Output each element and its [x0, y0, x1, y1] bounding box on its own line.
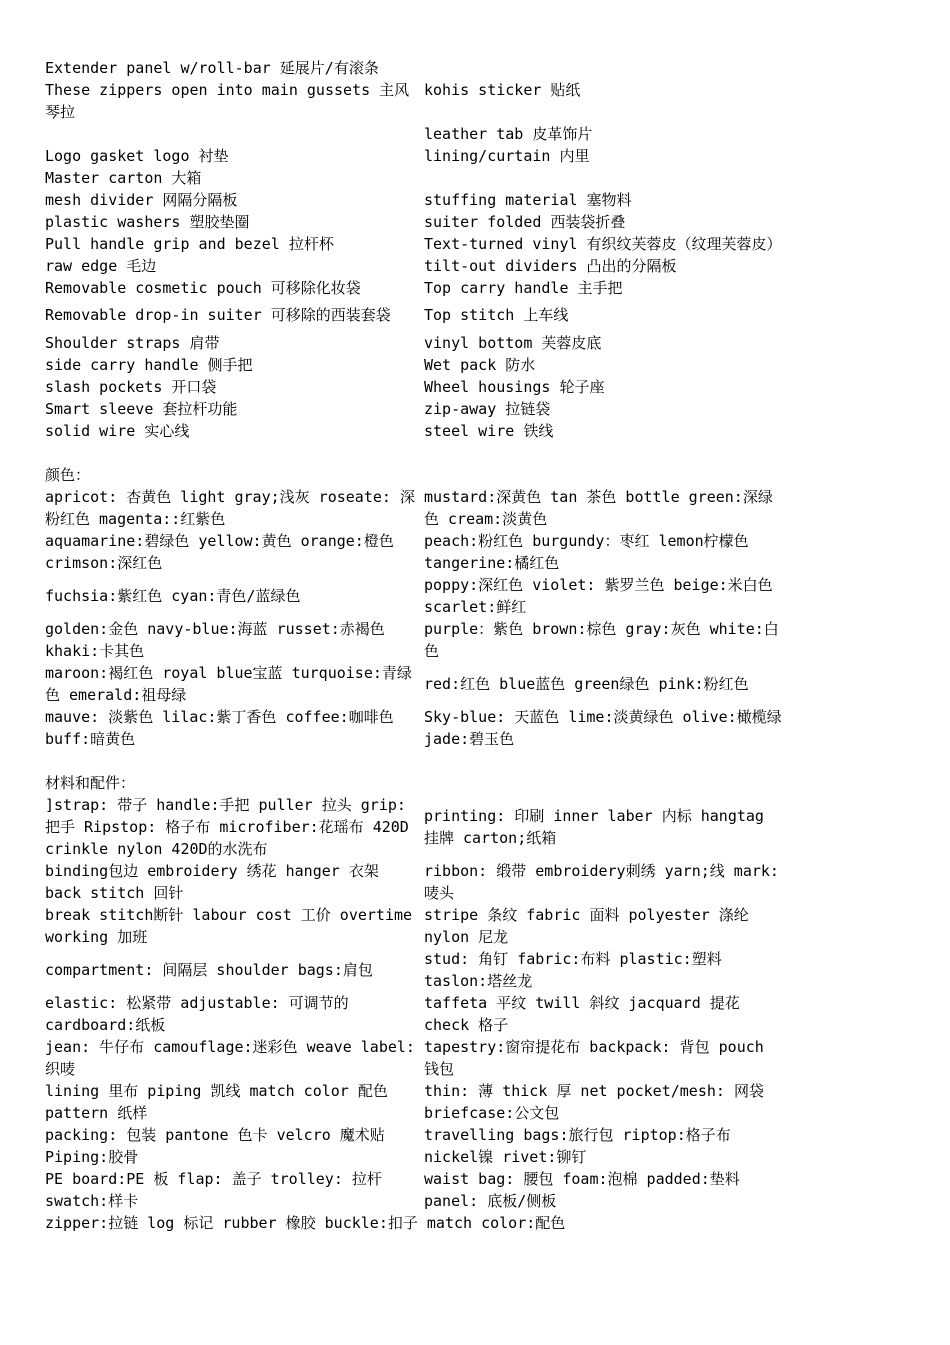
table-row	[45, 211, 785, 233]
table-row	[45, 530, 785, 574]
table-row	[45, 145, 785, 167]
term-right: poppy:深红色 violet: 紫罗兰色 beige:米白色 scarlet:鲜红	[424, 576, 773, 616]
term-left: Logo gasket logo 衬垫	[45, 147, 229, 165]
term-left: raw edge 毛边	[45, 257, 157, 275]
term-right: stud: 角钉 fabric:布料 plastic:塑料 taslon:塔丝龙	[424, 950, 722, 990]
term-left: compartment: 间隔层 shoulder bags:肩包	[45, 961, 373, 979]
materials-last-line: zipper:拉链 log 标记 rubber 橡胶 buckle:扣子 match color:配色	[45, 1214, 566, 1232]
table-row	[45, 706, 785, 750]
table-row	[45, 398, 785, 420]
table-row	[45, 662, 785, 706]
table-row	[45, 794, 785, 860]
term-right: lining/curtain 内里	[424, 147, 590, 165]
colors-table	[0, 486, 950, 750]
term-left: lining 里布 piping 凯线 match color 配色 pattern 纸样	[45, 1082, 388, 1122]
table-row	[45, 992, 785, 1036]
table-row	[45, 904, 785, 948]
table-row	[45, 1124, 785, 1168]
term-left: elastic: 松紧带 adjustable: 可调节的 cardboard:纸板	[45, 994, 349, 1034]
term-right: Text-turned vinyl 有织纹芙蓉皮（纹理芙蓉皮）	[424, 235, 782, 253]
term-left: maroon:褐红色 royal blue宝蓝 turquoise:青绿色 emerald:祖母绿	[45, 664, 412, 704]
term-right: printing: 印刷 inner laber 内标 hangtag 挂牌 carton;纸箱	[424, 807, 764, 847]
term-left: Smart sleeve 套拉杆功能	[45, 400, 238, 418]
table-row	[45, 255, 785, 277]
table-row	[45, 1168, 785, 1212]
term-right: Wet pack 防水	[424, 356, 536, 374]
table-row	[45, 574, 785, 618]
spacer	[0, 750, 950, 772]
term-right: kohis sticker 贴纸	[424, 81, 581, 99]
spacer	[0, 442, 950, 464]
term-right: stripe 条纹 fabric 面料 polyester 涤纶 nylon 尼龙	[424, 906, 749, 946]
term-right: Top carry handle 主手把	[424, 279, 623, 297]
term-right: Wheel housings 轮子座	[424, 378, 605, 396]
term-left: side carry handle 侧手把	[45, 356, 253, 374]
table-row	[45, 486, 785, 530]
table-row	[45, 420, 785, 442]
table-row	[45, 1036, 785, 1080]
term-right: suiter folded 西装袋折叠	[424, 213, 626, 231]
term-left: Pull handle grip and bezel 拉杆杯	[45, 235, 334, 253]
term-left: packing: 包装 pantone 色卡 velcro 魔术贴 Piping:胶骨	[45, 1126, 385, 1166]
term-left: slash pockets 开口袋	[45, 378, 217, 396]
term-left: Shoulder straps 肩带	[45, 334, 220, 352]
table-row	[45, 299, 785, 332]
table-row	[45, 618, 785, 662]
term-right: leather tab 皮革饰片	[424, 125, 593, 143]
term-right: thin: 薄 thick 厚 net pocket/mesh: 网袋 briefcase:公文包	[424, 1082, 764, 1122]
term-left: binding包边 embroidery 绣花 hanger 衣架 back stitch 回针	[45, 862, 379, 902]
term-right: waist bag: 腰包 foam:泡棉 padded:垫料 panel: 底板/侧板	[424, 1170, 740, 1210]
term-right: red:红色 blue蓝色 green绿色 pink:粉红色	[424, 675, 749, 693]
term-right: tapestry:窗帘提花布 backpack: 背包 pouch 钱包	[424, 1038, 764, 1078]
term-right: travelling bags:旅行包 riptop:格子布 nickel镍 rivet:铆钉	[424, 1126, 731, 1166]
term-left: plastic washers 塑胶垫圈	[45, 213, 250, 231]
table-row	[45, 948, 785, 992]
table-row	[45, 123, 785, 145]
term-left: Removable drop-in suiter 可移除的西装套袋	[45, 306, 391, 324]
term-right: zip-away 拉链袋	[424, 400, 551, 418]
term-right: tilt-out dividers 凸出的分隔板	[424, 257, 677, 275]
term-left: mesh divider 网隔分隔板	[45, 191, 238, 209]
term-right: taffeta 平纹 twill 斜纹 jacquard 提花 check 格子	[424, 994, 740, 1034]
term-left: jean: 牛仔布 camouflage:迷彩色 weave label: 织唛	[45, 1038, 415, 1078]
term-left: fuchsia:紫红色 cyan:青色/蓝绿色	[45, 587, 301, 605]
table-row	[45, 189, 785, 211]
term-left: solid wire 实心线	[45, 422, 190, 440]
term-right: steel wire 铁线	[424, 422, 554, 440]
term-right: stuffing material 塞物料	[424, 191, 632, 209]
term-left: golden:金色 navy-blue:海蓝 russet:赤褐色 khaki:卡其色	[45, 620, 385, 660]
term-right: vinyl bottom 芙蓉皮底	[424, 334, 602, 352]
materials-table	[0, 794, 950, 1212]
term-left: apricot: 杏黄色 light gray;浅灰 roseate: 深粉红色 magenta::红紫色	[45, 488, 415, 528]
table-row	[45, 277, 785, 299]
table-row	[45, 332, 785, 354]
term-left: break stitch断针 labour cost 工价 overtime working 加班	[45, 906, 413, 946]
term-left: Removable cosmetic pouch 可移除化妆袋	[45, 279, 361, 297]
term-right: ribbon: 缎带 embroidery刺绣 yarn;线 mark: 唛头	[424, 862, 779, 902]
table-row	[45, 233, 785, 255]
table-row	[45, 376, 785, 398]
term-left: ]strap: 带子 handle:手把 puller 拉头 grip:把手 Ripstop: 格子布 microfiber:花瑶布 420D crinkle nylon 420D的水洗布	[45, 796, 409, 858]
table-row	[45, 354, 785, 376]
term-right: Top stitch 上车线	[424, 306, 569, 324]
term-left: PE board:PE 板 flap: 盖子 trolley: 拉杆 swatch:样卡	[45, 1170, 382, 1210]
term-right: Sky-blue: 天蓝色 lime:淡黄绿色 olive:橄榄绿 jade:碧玉色	[424, 708, 782, 748]
term-right: peach:粉红色 burgundy：枣红 lemon柠檬色 tangerine:橘红色	[424, 532, 749, 572]
glossary-first-line: Extender panel w/roll-bar 延展片/有滚条	[45, 59, 379, 77]
glossary-table	[0, 79, 950, 442]
table-row	[45, 860, 785, 904]
term-left: Master carton 大箱	[45, 169, 202, 187]
term-right: mustard:深黄色 tan 茶色 bottle green:深绿色 cream:淡黄色	[424, 488, 773, 528]
term-right: purple：紫色 brown:棕色 gray:灰色 white:白色	[424, 620, 779, 660]
table-row	[45, 1080, 785, 1124]
term-left: aquamarine:碧绿色 yellow:黄色 orange:橙色 crimson:深红色	[45, 532, 394, 572]
term-left: mauve: 淡紫色 lilac:紫丁香色 coffee:咖啡色 buff:暗黄色	[45, 708, 394, 748]
materials-heading: 材料和配件：	[45, 774, 136, 792]
table-row	[45, 79, 785, 123]
term-left: These zippers open into main gussets 主风琴拉	[45, 81, 410, 121]
table-row	[45, 167, 785, 189]
colors-heading: 颜色：	[45, 466, 91, 484]
